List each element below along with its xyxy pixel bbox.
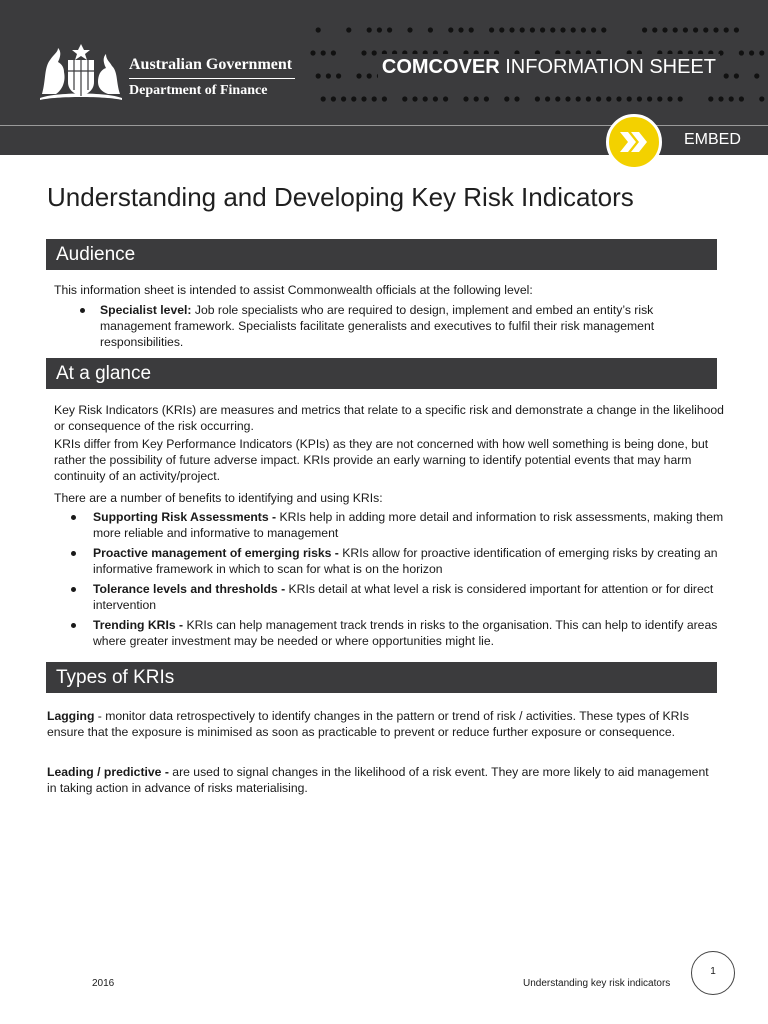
lagging-paragraph — [47, 708, 717, 740]
glance-paragraph-1: Key Risk Indicators (KRIs) are measures and metrics that relate to a specific risk and demonstrate a change in the likelihood or consequence of the risk occurring. — [54, 403, 724, 433]
leading-paragraph — [47, 764, 717, 796]
list-item — [69, 509, 729, 541]
sheet-title — [378, 54, 720, 81]
bullet-text: KRIs allow for proactive identification of emerging risks by creating an informative framework in which to scan for what is on the horizon — [93, 546, 718, 576]
benefits-bullet-list — [69, 509, 729, 653]
bullet-term: Trending KRIs - — [93, 618, 184, 632]
audience-intro: This information sheet is intended to assist Commonwealth officials at the following level: — [54, 283, 533, 297]
embed-badge — [606, 114, 662, 170]
list-item — [69, 617, 729, 649]
audience-bullet-list — [77, 302, 717, 354]
stage-label: EMBED — [684, 131, 741, 148]
footer-doc-title: Understanding key risk indicators — [523, 978, 671, 989]
bullet-term: Tolerance levels and thresholds - — [93, 582, 286, 596]
list-item — [69, 545, 729, 577]
bullet-term: Supporting Risk Assessments - — [93, 510, 277, 524]
bullet-text: Job role specialists who are required to design, implement and embed an entity’s risk management framework. Specialists facilitate generalists and executives to fulfil their risk management responsibilities. — [100, 303, 655, 349]
sheet-brand: COMCOVER — [381, 56, 500, 78]
list-item — [77, 302, 717, 350]
page-number: 1 — [691, 951, 735, 995]
department-name: Department of Finance — [129, 83, 268, 98]
leading-text: are used to signal changes in the likelihood of a risk event. They are more likely to aid management in taking action in advance of risks materialising. — [47, 765, 709, 795]
glance-paragraph-2: KRIs differ from Key Performance Indicators (KPIs) as they are not concerned with how well something is being done, but rather the possibility of future adverse impact. KRIs provide an early warning to identify potential events that may harm continuity of an activity/project. — [54, 437, 709, 483]
footer-year: 2016 — [92, 978, 115, 989]
bullet-term: Specialist level: — [100, 303, 192, 317]
coat-of-arms-icon — [36, 42, 126, 102]
sheet-type: INFORMATION SHEET — [505, 56, 716, 78]
leading-term: Leading / predictive - — [47, 765, 169, 779]
section-heading-audience: Audience — [46, 239, 717, 270]
list-item — [69, 581, 729, 613]
government-name: Australian Government — [129, 56, 293, 73]
bullet-text: KRIs help in adding more detail and information to risk assessments, making them more reliable and informative to management — [93, 510, 724, 540]
page-title: Understanding and Developing Key Risk Indicators — [47, 182, 634, 212]
chevron-right-icon — [609, 117, 659, 167]
bullet-text: KRIs detail at what level a risk is considered important for attention or for direct intervention — [93, 582, 714, 612]
section-heading-types-of-kris: Types of KRIs — [46, 662, 717, 693]
lagging-term: Lagging — [47, 709, 95, 723]
glance-paragraph-3: There are a number of benefits to identifying and using KRIs: — [54, 491, 383, 505]
bullet-text: KRIs can help management track trends in risks to the organisation. This can help to identify areas where greater investment may be needed or where opportunities might lie. — [93, 618, 718, 648]
section-heading-at-a-glance: At a glance — [46, 358, 717, 389]
logo-divider — [129, 78, 295, 79]
bullet-term: Proactive management of emerging risks - — [93, 546, 339, 560]
lagging-text: - monitor data retrospectively to identify changes in the pattern or trend of risk / activities. These types of KRIs ensure that the exposure is minimised as soon as practicable to prevent or reduce further exposure or consequence. — [47, 709, 689, 739]
